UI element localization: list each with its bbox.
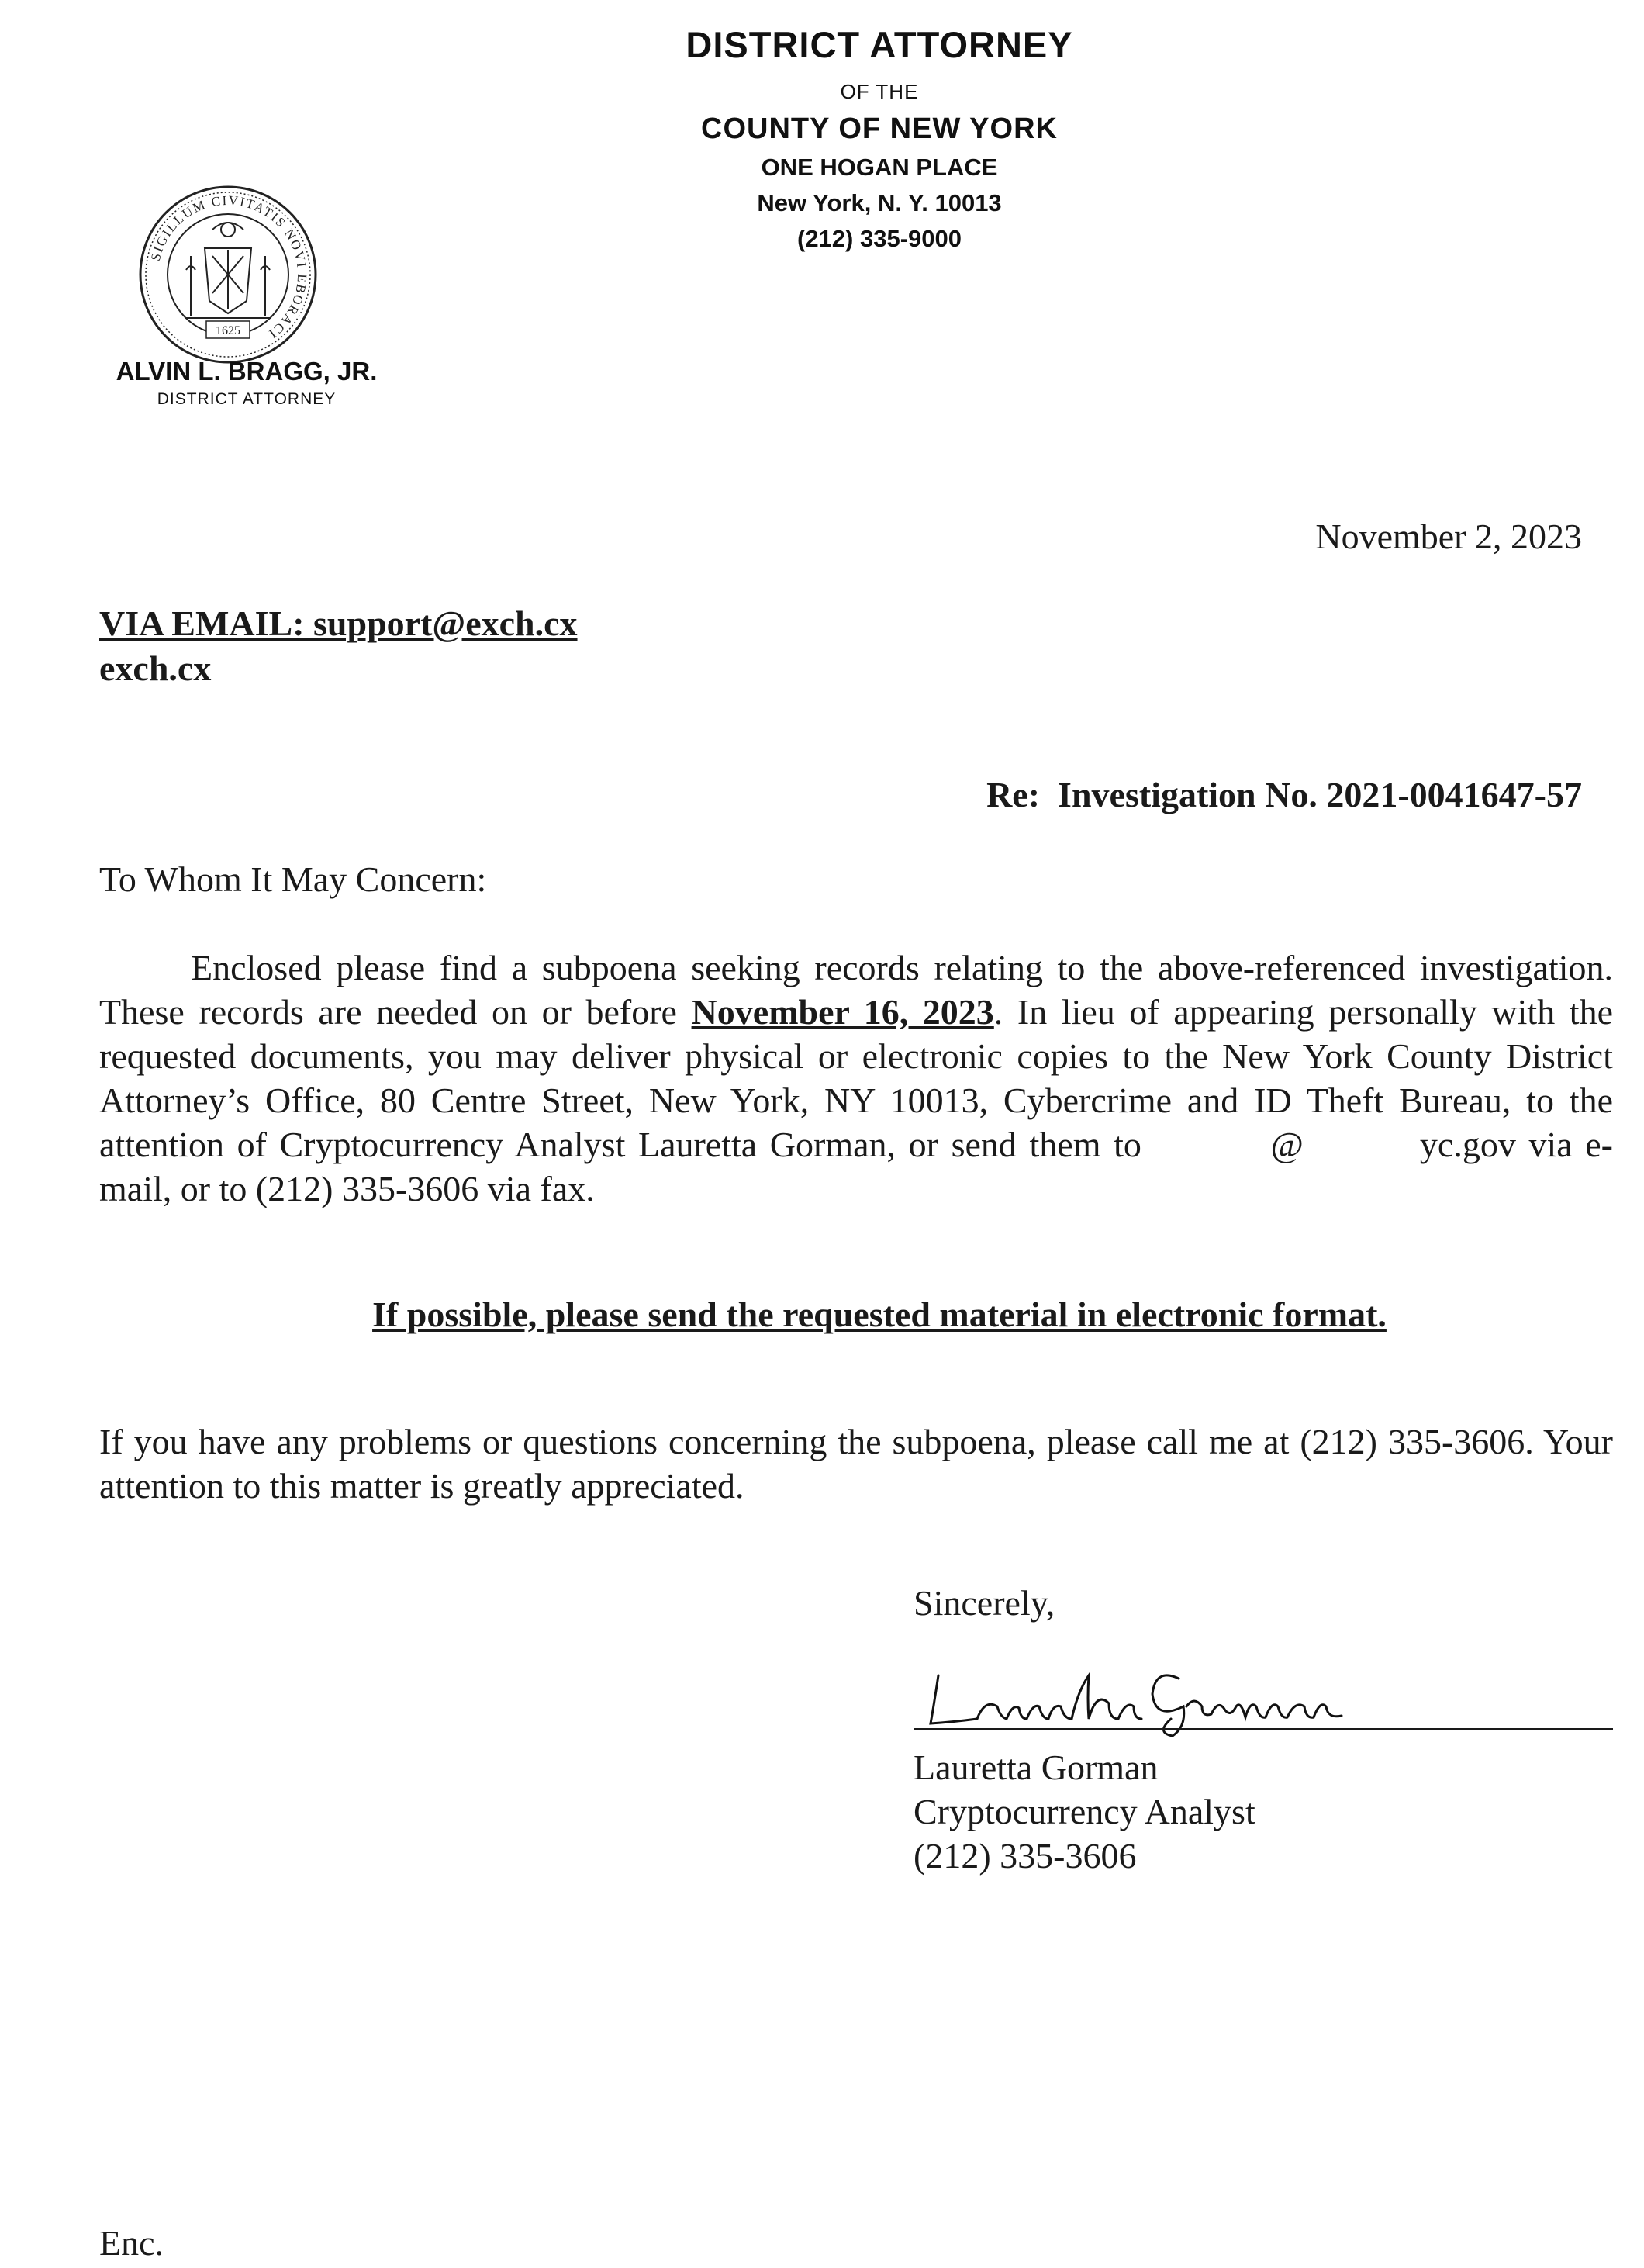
electronic-format-note: If possible, please send the requested material in electronic format. xyxy=(372,1295,1387,1334)
letterhead-phone: (212) 335-9000 xyxy=(797,225,962,252)
body-text-tail: yc.gov via e-mail, or to (212) 335-3606 via fax. xyxy=(99,1125,1613,1208)
recipient-name: exch.cx xyxy=(99,648,212,688)
handwritten-signature xyxy=(923,1652,1357,1737)
letterhead-title: DISTRICT ATTORNEY xyxy=(686,24,1073,65)
closing-paragraph: If you have any problems or questions concerning the subpoena, please call me at (212) 335-3606. Your attention to this matter is greatly appreciated. xyxy=(99,1422,1613,1506)
signature-text: Lauretta Gorman xyxy=(923,1652,928,1653)
recipient-email-line: VIA EMAIL: support@exch.cx xyxy=(99,603,578,643)
deadline-date: November 16, 2023 xyxy=(691,992,994,1032)
signer-title: Cryptocurrency Analyst xyxy=(914,1792,1255,1831)
letterhead-city: New York, N. Y. 10013 xyxy=(757,189,1002,216)
enclosure-note: Enc. xyxy=(99,2223,164,2263)
signer-name: Lauretta Gorman xyxy=(914,1748,1159,1787)
letterhead-street: ONE HOGAN PLACE xyxy=(761,154,998,181)
investigation-number: Investigation No. 2021-0041647-57 xyxy=(1058,775,1582,814)
body-paragraph xyxy=(99,946,1613,1211)
district-attorney-title: DISTRICT ATTORNEY xyxy=(157,390,337,408)
signer-phone: (212) 335-3606 xyxy=(914,1836,1137,1876)
seal-text: SIGILLUM CIVITATIS NOVI EBORACI xyxy=(147,192,310,342)
district-attorney-name: ALVIN L. BRAGG, JR. xyxy=(116,357,378,385)
sign-off: Sincerely, xyxy=(914,1583,1055,1623)
letterhead-county: COUNTY OF NEW YORK xyxy=(701,112,1058,145)
reference-label: Re: xyxy=(986,775,1041,814)
seal-year: 1625 xyxy=(216,324,240,337)
letterhead-of-the: OF THE xyxy=(840,80,919,103)
salutation: To Whom It May Concern: xyxy=(99,859,487,899)
city-seal-icon xyxy=(138,185,318,365)
reference-line xyxy=(986,774,1582,815)
email-at-sign: @ xyxy=(1270,1125,1304,1164)
signature-line xyxy=(914,1728,1613,1730)
body-text-part2: . In lieu of appearing personally with the requested documents, you may deliver physical or electronic copies to the New York County District Attorney’s Office, 80 Centre Street, New York, NY 10013, Cybercrime and ID Theft Bureau, to the attention of Cryptocurrency Analyst Lauretta Gorman, or send them to xyxy=(99,992,1614,1164)
body-text-part1: Enclosed please find a subpoena seeking records relating to the above-referenced investigation. These records are needed on or before xyxy=(99,948,1613,1032)
letter-date: November 2, 2023 xyxy=(1315,517,1582,556)
